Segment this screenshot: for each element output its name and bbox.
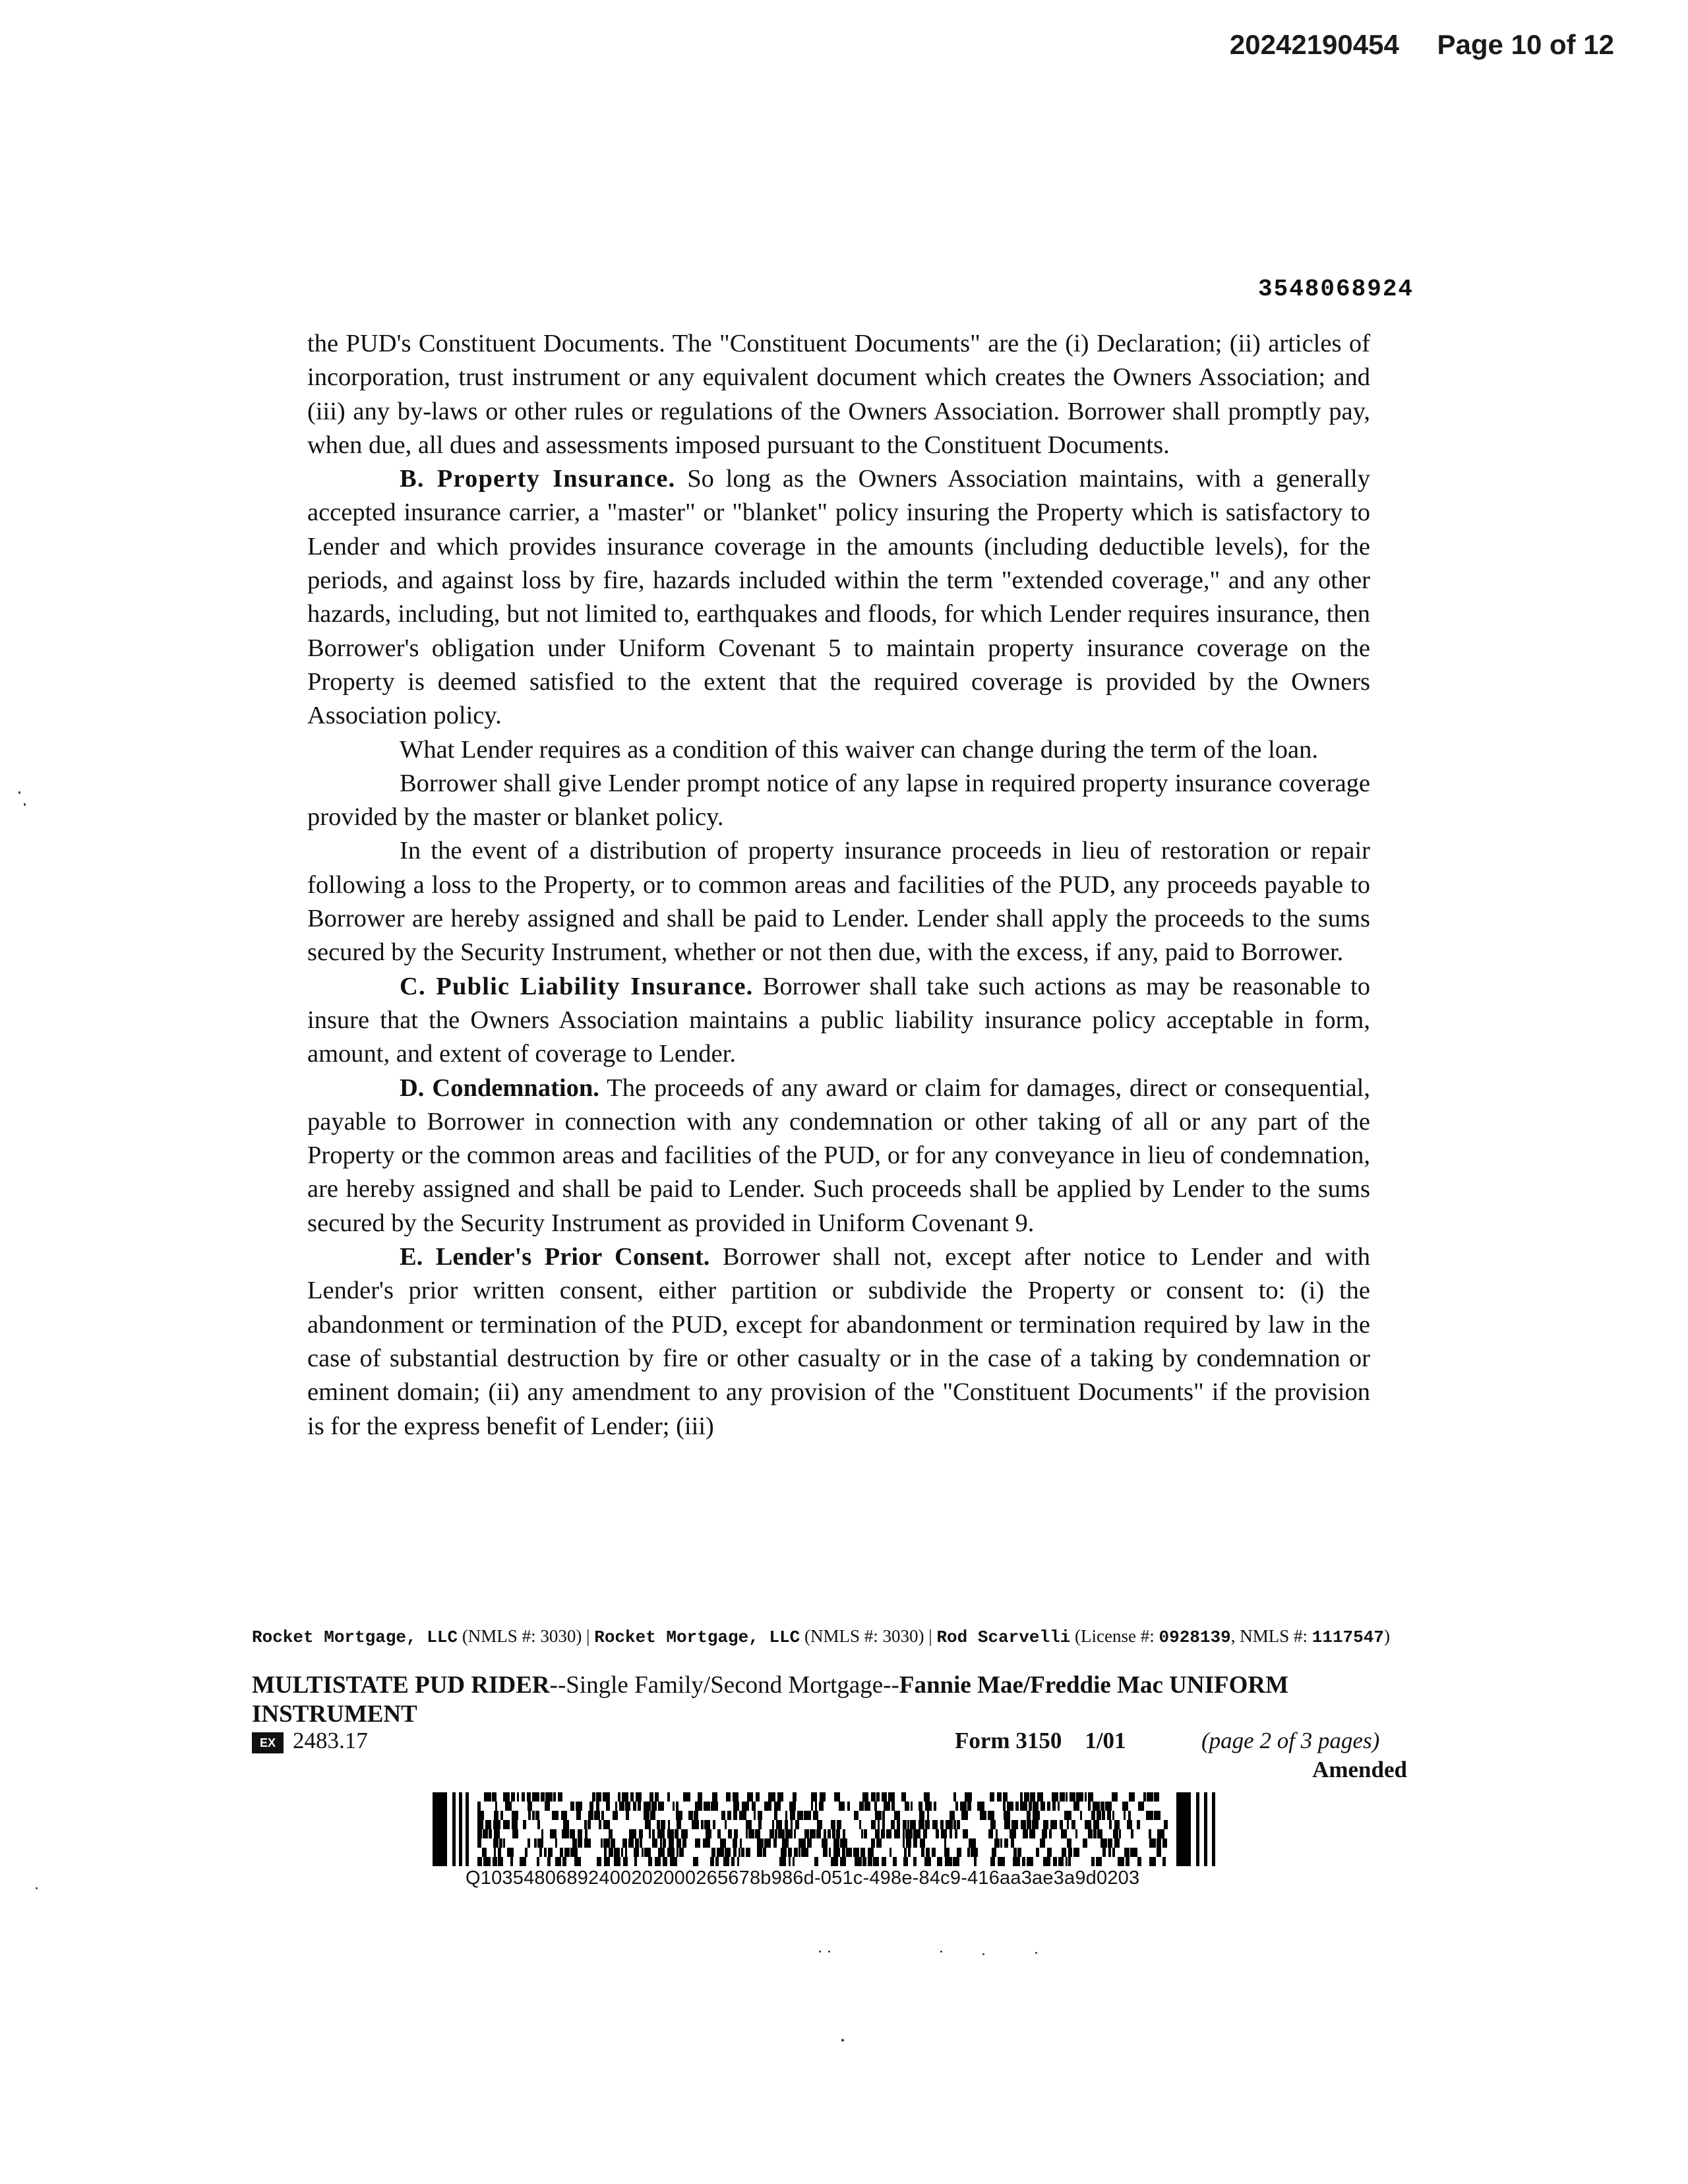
lender-name: Rocket Mortgage, LLC	[594, 1627, 800, 1647]
page-of-pages: (page 2 of 3 pages)	[1201, 1728, 1380, 1753]
section-e-heading: E. Lender's Prior Consent.	[400, 1243, 710, 1271]
license-number: 0928139	[1159, 1627, 1231, 1647]
lender-name: Rocket Mortgage, LLC	[252, 1627, 458, 1647]
form-title	[252, 1671, 1412, 1729]
barcode-text: Q10354806892400202000265678b986d-051c-498e-84c9-416aa3ae3a9d0203	[466, 1867, 1140, 1889]
form-code	[252, 1728, 368, 1754]
ellie-mae-icon: EX	[252, 1732, 284, 1753]
document-number: 20242190454	[1229, 29, 1399, 60]
lender-nmls: (NMLS #: 3030) |	[458, 1626, 595, 1646]
section-e-prior-consent	[307, 1240, 1370, 1443]
form-title-middle: --Single Family/Second Mortgage--	[549, 1672, 899, 1699]
section-b-text: So long as the Owners Association maintains, with a generally accepted insurance carrier, a "master" or "blanket" policy insuring the Property which is satisfactory to Lender and which provides insurance coverage in the amounts (including deductible levels), for the periods, and against loss by fire, hazards included within the term "extended coverage," and any other hazards, including, but not limited to, earthquakes and floods, for which Lender requires insurance, then Borrower's obligation under Uniform Covenant 5 to maintain property insurance coverage on the Property is deemed satisfied to the extent that the required coverage is provided by the Owners Association policy.	[307, 465, 1370, 730]
scan-speck	[819, 1951, 821, 1953]
page-label: Page 10 of 12	[1437, 29, 1614, 60]
license-label: (License #:	[1070, 1626, 1159, 1646]
scan-speck	[24, 803, 26, 806]
section-b-property-insurance	[307, 462, 1370, 733]
barcode-image	[433, 1792, 1224, 1866]
form-info-row	[252, 1728, 1412, 1757]
scan-speck	[18, 791, 20, 794]
form-code-number: 2483.17	[293, 1728, 368, 1753]
scan-speck	[828, 1951, 830, 1953]
section-c-public-liability	[307, 970, 1370, 1072]
section-d-text: The proceeds of any award or claim for damages, direct or consequential, payable to Borrower in connection with any condemnation or other taking of all or any part of the Property or the common areas and facilities of the PUD, or for any conveyance in lieu of condemnation, are hereby assigned and shall be paid to Lender. Such proceeds shall be applied by Lender to the sums secured by the Security Instrument as provided in Uniform Covenant 9.	[307, 1074, 1370, 1237]
section-b-heading: B. Property Insurance.	[400, 465, 676, 493]
form-number: Form 3150 1/01	[955, 1728, 1126, 1753]
amended-label: Amended	[1312, 1757, 1407, 1782]
scan-speck	[1035, 1952, 1037, 1954]
section-e-text: Borrower shall not, except after notice to Lender and with Lender's prior written consent, either partition or subdivide the Property or consent to: (i) the abandonment or termination of the PUD, except for abandonment or termination required by law in the case of substantial destruction by fire or other casualty or in the case of a taking by condemnation or eminent domain; (ii) any amendment to any provision of the "Constituent Documents" if the provision is for the express benefit of Lender; (iii)	[307, 1243, 1371, 1440]
paragraph-waiver: What Lender requires as a condition of this waiver can change during the term of the loan.	[400, 735, 1318, 764]
scan-speck	[940, 1951, 942, 1953]
form-title-main: MULTISTATE PUD RIDER	[252, 1672, 550, 1699]
scan-speck	[841, 2039, 844, 2042]
officer-nmls-number: 1117547	[1311, 1627, 1384, 1647]
section-c-text: Borrower shall take such actions as may be reasonable to insure that the Owners Association maintains a public liability insurance policy acceptable in form, amount, and extent of coverage to Lender.	[307, 972, 1370, 1068]
close-paren: )	[1383, 1626, 1390, 1646]
scan-speck	[982, 1953, 984, 1955]
section-d-heading: D. Condemnation.	[400, 1074, 599, 1102]
paragraph-notice: Borrower shall give Lender prompt notice of any lapse in required property insurance coverage provided by the master or blanket policy.	[307, 769, 1370, 832]
paragraph-distribution: In the event of a distribution of property insurance proceeds in lieu of restoration or repair following a loss to the Property, or to common areas and facilities of the PUD, any proceeds payable to Borrower are hereby assigned and shall be paid to Lender. Lender shall apply the proceeds to the sums secured by the Security Instrument, whether or not then due, with the excess, if any, paid to Borrower.	[307, 837, 1370, 967]
loan-number: 3548068924	[1258, 276, 1414, 303]
loan-officer-name: Rod Scarvelli	[936, 1627, 1071, 1647]
section-d-condemnation	[307, 1072, 1370, 1240]
lender-nmls: (NMLS #: 3030) |	[800, 1626, 937, 1646]
paragraph-constituent-documents: the PUD's Constituent Documents. The "Constituent Documents" are the (i) Declaration; (ii) articles of incorporation, trust instrument or any equivalent document which creates the Owners Association; and (iii) any by-laws or other rules or regulations of the Owners Association. Borrower shall promptly pay, when due, all dues and assessments imposed pursuant to the Constituent Documents.	[307, 330, 1370, 459]
document-body	[307, 327, 1370, 1443]
officer-nmls-label: , NMLS #:	[1230, 1626, 1312, 1646]
scan-speck	[36, 1887, 38, 1889]
form-title-end: Fannie Mae/Freddie Mac UNIFORM INSTRUMENT	[252, 1672, 1289, 1728]
lender-info-line	[252, 1623, 1412, 1650]
section-c-heading: C. Public Liability Insurance.	[400, 972, 754, 1000]
page-header	[1230, 29, 1614, 61]
